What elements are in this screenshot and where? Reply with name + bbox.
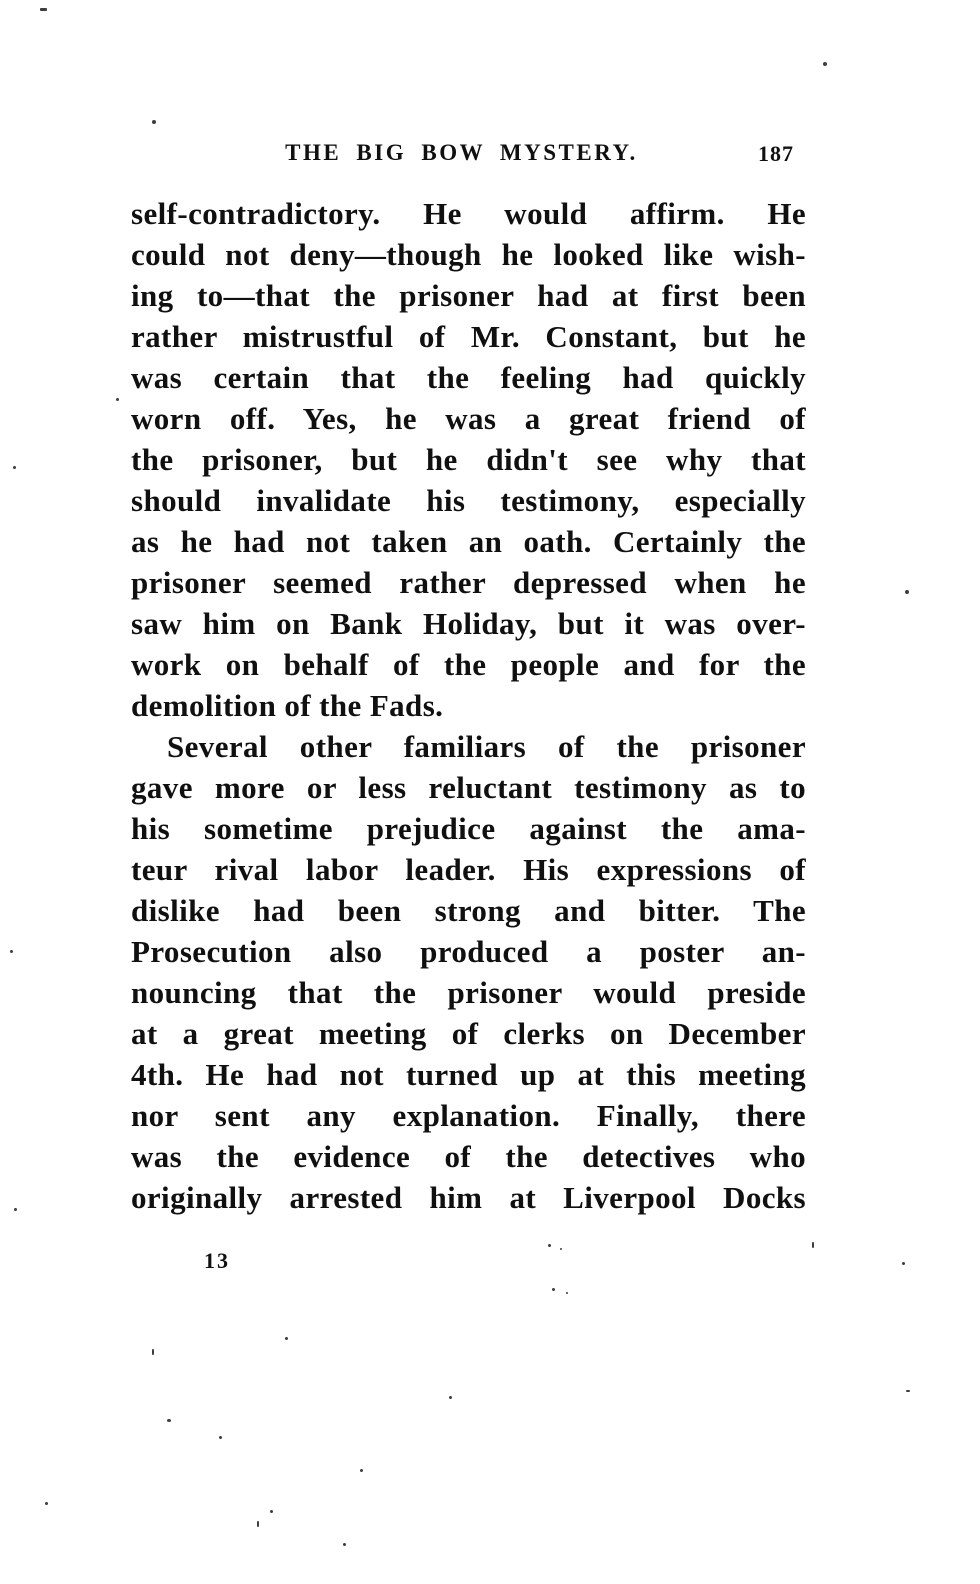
text-line: ing to—that the prisoner had at first been xyxy=(131,278,806,313)
noise-speck xyxy=(14,1208,17,1211)
noise-speck xyxy=(343,1543,346,1546)
text-line: dislike had been strong and bitter. The xyxy=(131,893,806,928)
text-line: at a great meeting of clerks on December xyxy=(131,1016,806,1051)
noise-speck xyxy=(45,1502,48,1505)
noise-speck xyxy=(10,950,13,953)
running-header-title: THE BIG BOW MYSTERY. xyxy=(285,140,638,165)
text-line: teur rival labor leader. His expressions of xyxy=(131,852,806,887)
text-line: demolition of the Fads. xyxy=(131,688,444,723)
noise-speck xyxy=(270,1510,273,1513)
noise-speck xyxy=(116,398,119,401)
noise-speck xyxy=(40,8,47,11)
noise-speck xyxy=(823,62,827,66)
noise-speck xyxy=(906,1390,910,1392)
text-line: gave more or less reluctant testimony as to xyxy=(131,770,806,805)
body-text-block xyxy=(131,193,806,1218)
noise-speck xyxy=(257,1521,259,1527)
text-line: saw him on Bank Holiday, but it was over- xyxy=(131,606,806,641)
text-line: self-contradictory. He would affirm. He xyxy=(131,196,806,231)
noise-speck xyxy=(285,1337,288,1340)
text-line: should invalidate his testimony, especially xyxy=(131,483,806,518)
signature-mark: 13 xyxy=(204,1248,230,1273)
noise-speck xyxy=(152,1349,154,1355)
noise-speck xyxy=(902,1262,905,1265)
noise-speck xyxy=(560,1248,562,1250)
noise-speck xyxy=(167,1419,171,1422)
noise-speck xyxy=(566,1292,568,1294)
page-number: 187 xyxy=(758,141,794,166)
noise-speck xyxy=(219,1436,222,1439)
noise-speck xyxy=(13,466,16,469)
text-line: rather mistrustful of Mr. Constant, but he xyxy=(131,319,806,354)
text-line: was certain that the feeling had quickly xyxy=(131,360,806,395)
text-line: 4th. He had not turned up at this meeting xyxy=(131,1057,806,1092)
text-line: prisoner seemed rather depressed when he xyxy=(131,565,806,600)
noise-speck xyxy=(152,120,156,124)
text-line: was the evidence of the detectives who xyxy=(131,1139,806,1174)
text-line: his sometime prejudice against the ama- xyxy=(131,811,806,846)
noise-speck xyxy=(360,1469,363,1472)
text-line: originally arrested him at Liverpool Docks xyxy=(131,1180,806,1215)
running-header xyxy=(131,140,806,168)
text-line: worn off. Yes, he was a great friend of xyxy=(131,401,806,436)
noise-speck xyxy=(812,1242,814,1248)
noise-speck xyxy=(552,1288,555,1291)
text-line: nouncing that the prisoner would preside xyxy=(131,975,806,1010)
text-line: Prosecution also produced a poster an- xyxy=(131,934,806,969)
text-line: Several other familiars of the prisoner xyxy=(167,729,806,764)
noise-speck xyxy=(905,590,909,594)
text-line: the prisoner, but he didn't see why that xyxy=(131,442,806,477)
noise-speck xyxy=(548,1244,551,1247)
text-line: as he had not taken an oath. Certainly the xyxy=(131,524,806,559)
text-line: nor sent any explanation. Finally, there xyxy=(131,1098,806,1133)
text-line: work on behalf of the people and for the xyxy=(131,647,806,682)
noise-speck xyxy=(449,1396,452,1399)
text-line: could not deny—though he looked like wish- xyxy=(131,237,806,272)
